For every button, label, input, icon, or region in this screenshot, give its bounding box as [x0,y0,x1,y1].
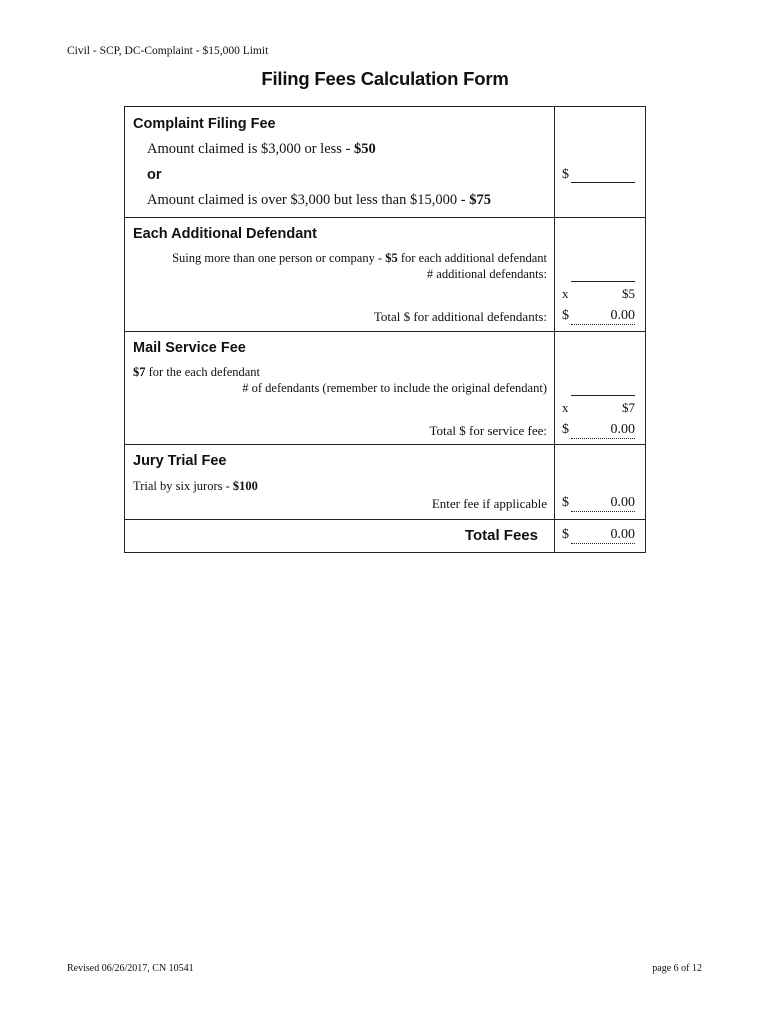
jury-trial-title: Jury Trial Fee [133,453,227,469]
complaint-fee-title: Complaint Filing Fee [133,116,276,132]
complaint-option-2 [147,192,491,209]
or-label: or [147,167,162,183]
total-fees-underline [571,543,635,544]
jury-fee-underline [571,511,635,512]
mail-desc-fee: $7 [133,365,146,379]
mail-total-label: Total $ for service fee: [429,423,547,438]
mail-service-section [125,332,645,445]
mail-total-underline [571,438,635,439]
mail-total-field[interactable]: 0.00 [610,422,635,437]
mail-rate: $7 [622,400,635,415]
mail-dollar-sign: $ [562,422,569,437]
additional-total-label: Total $ for additional defendants: [373,309,547,324]
option-2-text: Amount claimed is over $3,000 but less than $15,000 - [147,192,470,208]
revision-note: Revised 06/26/2017, CN 10541 [67,963,194,974]
form-title: Filing Fees Calculation Form [261,68,509,89]
total-dollar-sign: $ [562,527,569,542]
additional-defendant-desc [172,251,547,266]
mail-service-title: Mail Service Fee [133,340,246,356]
desc-fee: $5 [385,251,398,265]
total-fees-label: Total Fees [464,527,538,544]
desc-suffix: for each additional defendant [397,251,547,265]
jury-fee-field[interactable]: 0.00 [610,495,635,510]
mail-service-desc [133,365,260,380]
jury-dollar-sign: $ [562,495,569,510]
multiply-symbol: x [562,286,569,301]
fees-table [124,106,646,553]
total-fees-section [125,520,645,552]
additional-dollar-sign: $ [562,308,569,323]
jury-trial-desc [133,479,258,494]
option-1-text: Amount claimed is $3,000 or less - [147,141,355,157]
desc-text: Suing more than one person or company - [172,251,386,265]
additional-total-field[interactable]: 0.00 [610,308,635,323]
total-fees-field[interactable]: 0.00 [610,527,635,542]
complaint-fee-blank-line [571,182,635,183]
additional-count-label: # additional defendants: [426,267,547,281]
option-2-fee: $75 [469,192,491,208]
multiply-symbol: x [562,400,569,415]
additional-rate: $5 [622,286,635,301]
jury-enter-label: Enter fee if applicable [431,496,547,511]
document-header: Civil - SCP, DC-Complaint - $15,000 Limit [67,45,269,57]
option-1-fee: $50 [354,141,376,157]
mail-desc-suffix: for the each defendant [145,365,261,379]
additional-total-underline [571,324,635,325]
page-number: page 6 of 12 [652,963,702,974]
additional-defendant-section [125,218,645,332]
jury-desc-text: Trial by six jurors - [133,479,233,493]
mail-count-label: # of defendants (remember to include the original defendant) [242,381,547,395]
jury-trial-section [125,445,645,520]
jury-desc-fee: $100 [232,479,258,493]
complaint-dollar-sign: $ [562,167,569,182]
mail-count-line [571,395,635,396]
complaint-option-1 [147,141,376,158]
additional-defendant-title: Each Additional Defendant [133,226,317,242]
additional-count-line [571,281,635,282]
complaint-fee-section [125,107,645,218]
